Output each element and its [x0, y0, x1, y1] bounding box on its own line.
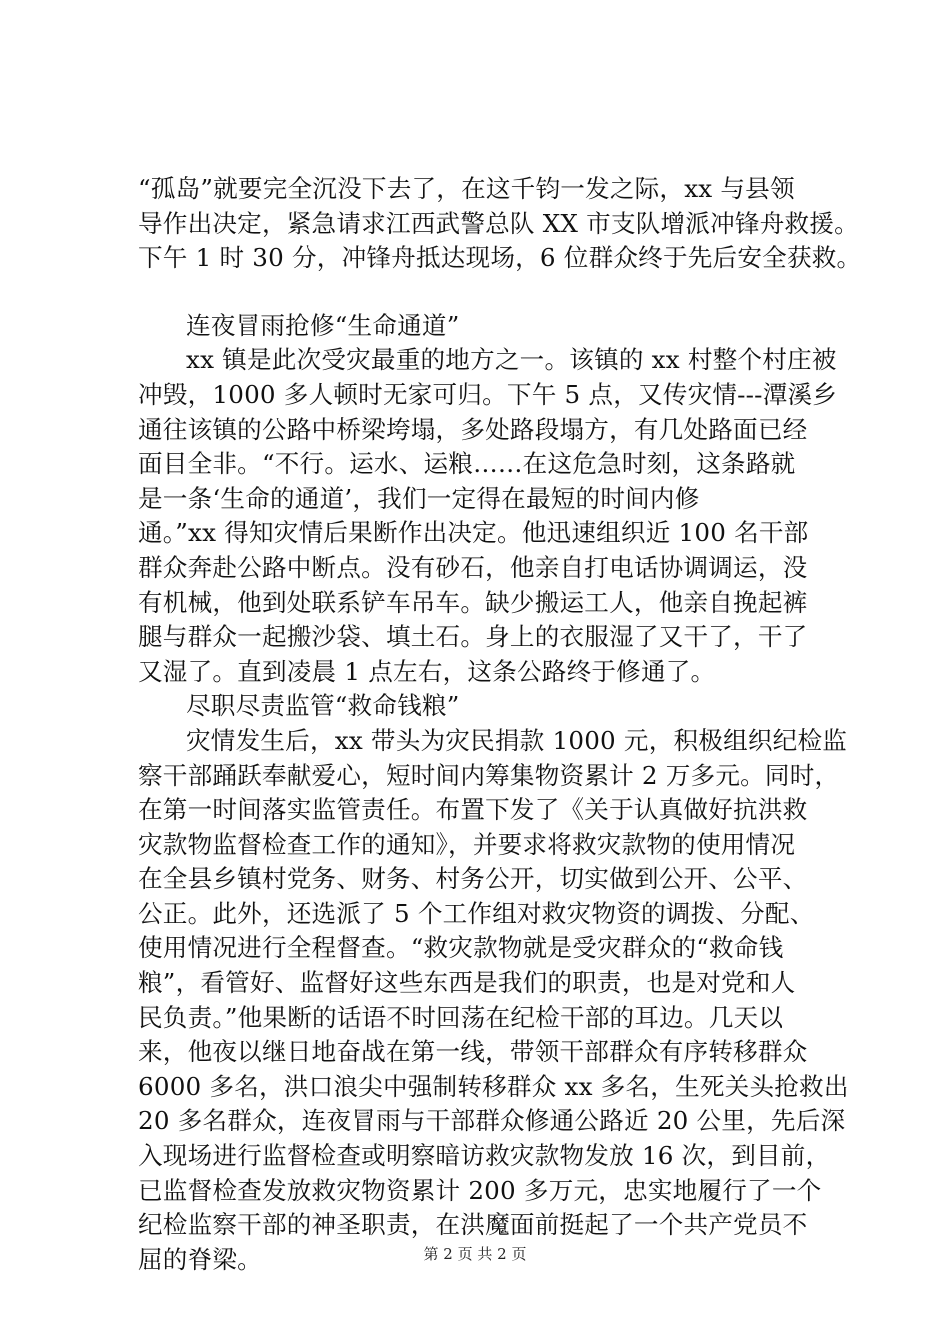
section-heading: 尽职尽责监管“救命钱粮”	[186, 691, 460, 721]
section-lifeline-road	[138, 309, 850, 690]
section-relief-supervision	[138, 689, 850, 1277]
text-line: “孤岛”就要完全沉没下去了，在这千钧一发之际，xx 与县领	[138, 174, 795, 203]
text-line: 在第一时间落实监管责任。布置下发了《关于认真做好抗洪救	[138, 795, 808, 825]
text-line: 纪检监察干部的神圣职责，在洪魔面前挺起了一个共产党员不	[138, 1210, 808, 1240]
text-line: 20 多名群众，连夜冒雨与干部群众修通公路近 20 公里，先后深	[138, 1106, 846, 1136]
text-line: xx 镇是此次受灾最重的地方之一。该镇的 xx 村整个村庄被	[186, 345, 837, 375]
text-line: 已监督检查发放救灾物资累计 200 多万元，忠实地履行了一个	[138, 1175, 822, 1205]
text-line: 察干部踊跃奉献爱心，短时间内筹集物资累计 2 万多元。同时，	[138, 760, 840, 790]
text-line: 在全县乡镇村党务、财务、村务公开，切实做到公开、公平、	[138, 864, 808, 894]
text-line: 通往该镇的公路中桥梁垮塌，多处路段塌方，有几处路面已经	[138, 414, 808, 444]
text-line: 粮”，看管好、监督好这些东西是我们的职责，也是对党和人	[138, 968, 796, 998]
text-line: 腿与群众一起搬沙袋、填土石。身上的衣服湿了又干了，干了	[138, 622, 808, 652]
text-line: 灾情发生后，xx 带头为灾民捐款 1000 元，积极组织纪检监	[186, 725, 848, 755]
text-line: 是一条‘生命的通道’，我们一定得在最短的时间内修	[138, 483, 700, 513]
text-line: 6000 多名，洪口浪尖中强制转移群众 xx 多名，生死关头抢救出	[138, 1071, 849, 1101]
text-line: 来，他夜以继日地奋战在第一线，带领干部群众有序转移群众	[138, 1037, 808, 1067]
text-line: 面目全非。“不行。运水、运粮……在这危急时刻，这条路就	[138, 449, 796, 479]
text-line: 下午 1 时 30 分，冲锋舟抵达现场，6 位群众终于先后安全获救。	[138, 243, 862, 273]
text-line: 导作出决定，紧急请求江西武警总队 XX 市支队增派冲锋舟救援。	[138, 208, 859, 238]
text-line: 有机械，他到处联系铲车吊车。缺少搬运工人，他亲自挽起裤	[138, 587, 808, 617]
text-line: 屈的脊梁。	[138, 1244, 262, 1274]
document-body	[138, 172, 862, 1277]
paragraph-continuation	[138, 172, 862, 276]
paragraph-gap	[138, 276, 850, 309]
text-line: 灾款物监督检查工作的通知》，并要求将救灾款物的使用情况	[138, 829, 796, 859]
text-line: 民负责。”他果断的话语不时回荡在纪检干部的耳边。几天以	[138, 1002, 784, 1032]
text-line: 入现场进行监督检查或明察暗访救灾款物发放 16 次，到目前，	[138, 1141, 831, 1171]
text-line: 冲毁，1000 多人顿时无家可归。下午 5 点，又传灾情---潭溪乡	[138, 379, 838, 409]
text-line: 公正。此外，还选派了 5 个工作组对救灾物资的调拨、分配、	[138, 898, 815, 928]
text-line: 又湿了。直到凌晨 1 点左右，这条公路终于修通了。	[138, 656, 716, 686]
text-line: 通。”xx 得知灾情后果断作出决定。他迅速组织近 100 名干部	[138, 518, 809, 548]
text-line: 使用情况进行全程督查。“救灾款物就是受灾群众的“救命钱	[138, 933, 784, 963]
section-heading: 连夜冒雨抢修“生命通道”	[186, 310, 460, 340]
page-number-footer: 第 2 页 共 2 页	[423, 1245, 527, 1263]
text-line: 群众奔赴公路中断点。没有砂石，他亲自打电话协调调运，没	[138, 552, 808, 582]
